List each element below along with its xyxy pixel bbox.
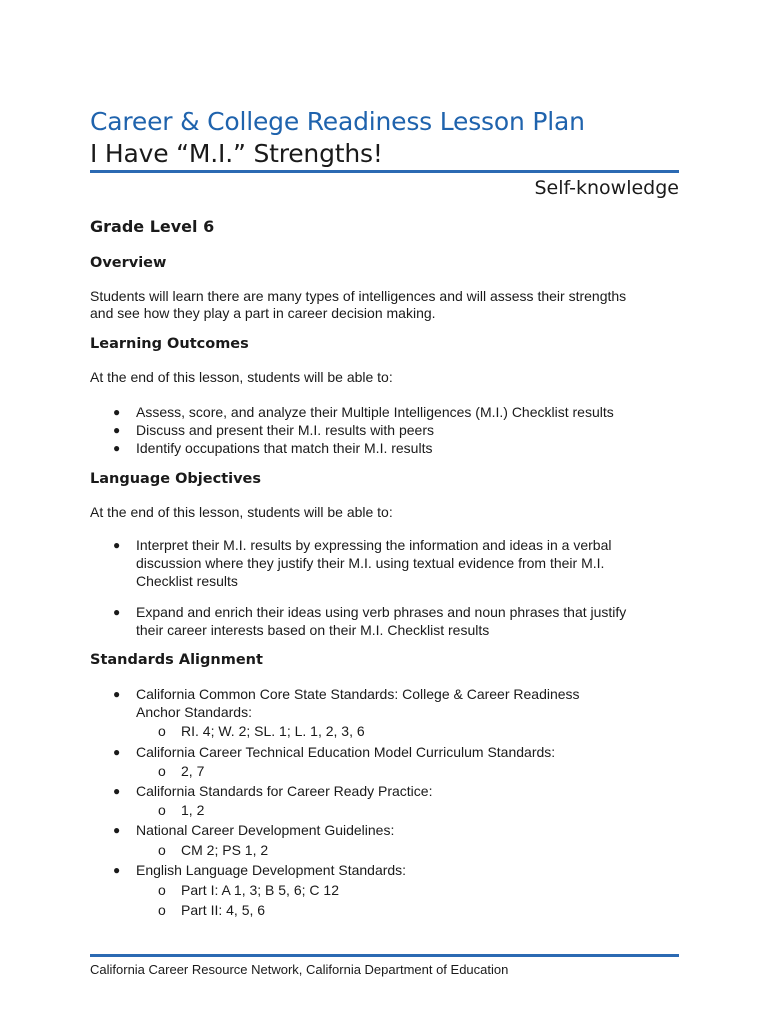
sub-list-item-text: Part II: 4, 5, 6 xyxy=(181,902,266,918)
learning-outcomes-heading: Learning Outcomes xyxy=(90,336,249,352)
sub-list-item-text: 2, 7 xyxy=(181,763,205,779)
learning-outcomes-intro: At the end of this lesson, students will be able to: xyxy=(90,369,393,385)
bullet-icon: ● xyxy=(113,538,121,552)
sub-bullet-icon: o xyxy=(158,842,166,858)
sub-list-item-text: 1, 2 xyxy=(181,802,205,818)
bullet-icon: ● xyxy=(113,745,121,759)
list-item-text: Assess, score, and analyze their Multiple Intelligences (M.I.) Checklist results xyxy=(136,404,614,420)
bullet-icon: ● xyxy=(113,423,121,437)
sub-bullet-icon: o xyxy=(158,763,166,779)
sub-bullet-icon: o xyxy=(158,802,166,818)
list-item-text: California Standards for Career Ready Practice: xyxy=(136,783,433,799)
bullet-icon: ● xyxy=(113,441,121,455)
list-item-text-line1: Interpret their M.I. results by expressing the information and ideas in a verbal xyxy=(136,537,612,553)
sub-bullet-icon: o xyxy=(158,723,166,739)
category-label: Self-knowledge xyxy=(534,177,679,199)
grade-level-heading: Grade Level 6 xyxy=(90,217,215,236)
bullet-icon: ● xyxy=(113,687,121,701)
language-objectives-intro: At the end of this lesson, students will be able to: xyxy=(90,504,393,520)
list-item-text-line2: Anchor Standards: xyxy=(136,704,252,720)
sub-bullet-icon: o xyxy=(158,902,166,918)
bullet-icon: ● xyxy=(113,405,121,419)
list-item-text: Identify occupations that match their M.I. results xyxy=(136,440,433,456)
language-objectives-heading: Language Objectives xyxy=(90,471,262,487)
footer-rule xyxy=(90,954,679,957)
list-item-text: Discuss and present their M.I. results with peers xyxy=(136,422,435,438)
list-item-text: California Career Technical Education Model Curriculum Standards: xyxy=(136,744,556,760)
document-title: Career & College Readiness Lesson Plan xyxy=(90,107,585,136)
sub-list-item-text: RI. 4; W. 2; SL. 1; L. 1, 2, 3, 6 xyxy=(181,723,365,739)
bullet-icon: ● xyxy=(113,863,121,877)
list-item-text-line2: discussion where they justify their M.I. using textual evidence from their M.I. xyxy=(136,555,605,571)
standards-heading: Standards Alignment xyxy=(90,652,263,668)
list-item-text: English Language Development Standards: xyxy=(136,862,407,878)
list-item-text-line1: Expand and enrich their ideas using verb phrases and noun phrases that justify xyxy=(136,604,627,620)
list-item-text-line3: Checklist results xyxy=(136,573,238,589)
list-item-text-line1: California Common Core State Standards: College & Career Readiness xyxy=(136,686,580,702)
sub-list-item-text: Part I: A 1, 3; B 5, 6; C 12 xyxy=(181,882,339,898)
bullet-icon: ● xyxy=(113,784,121,798)
overview-text-line2: and see how they play a part in career decision making. xyxy=(90,305,436,321)
bullet-icon: ● xyxy=(113,605,121,619)
list-item-text-line2: their career interests based on their M.I. Checklist results xyxy=(136,622,490,638)
header-rule xyxy=(90,170,679,173)
sub-list-item-text: CM 2; PS 1, 2 xyxy=(181,842,269,858)
sub-bullet-icon: o xyxy=(158,882,166,898)
page-footer: California Career Resource Network, California Department of Education xyxy=(90,962,509,977)
lesson-title: I Have “M.I.” Strengths! xyxy=(90,139,383,168)
bullet-icon: ● xyxy=(113,823,121,837)
overview-heading: Overview xyxy=(90,255,167,271)
list-item-text: National Career Development Guidelines: xyxy=(136,822,395,838)
overview-text-line1: Students will learn there are many types of intelligences and will assess their strengths xyxy=(90,288,627,304)
